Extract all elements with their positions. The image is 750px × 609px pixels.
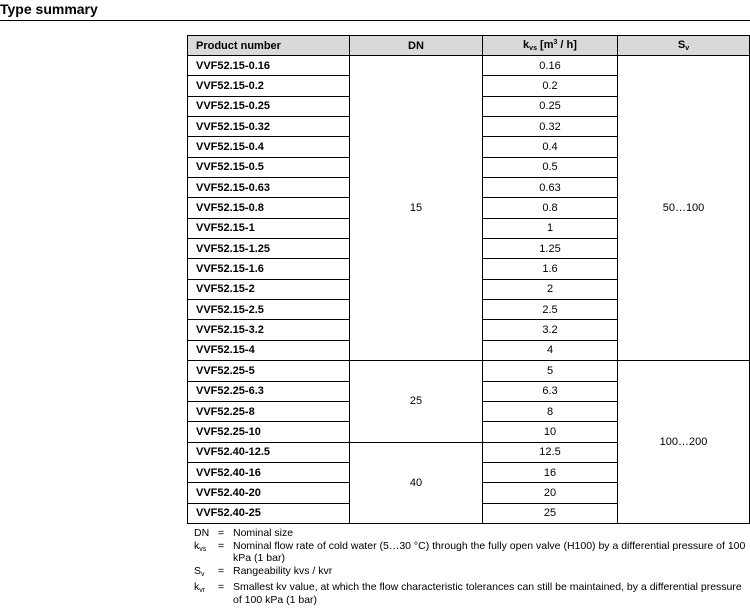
legend-term-subscript: vr bbox=[199, 587, 206, 594]
header-sv bbox=[618, 36, 750, 56]
kvs-cell: 0.4 bbox=[483, 137, 618, 157]
header-kvs-symbol: k bbox=[523, 39, 530, 51]
kvs-cell: 0.16 bbox=[483, 56, 618, 76]
kvs-cell: 5 bbox=[483, 361, 618, 381]
product-number-cell: VVF52.15-0.25 bbox=[188, 96, 350, 116]
header-sv-symbol: S bbox=[677, 39, 686, 51]
legend-equals: = bbox=[218, 564, 225, 577]
kvs-cell: 3.2 bbox=[483, 320, 618, 340]
product-number-cell: VVF52.15-2 bbox=[188, 279, 350, 299]
product-number-cell: VVF52.15-0.8 bbox=[188, 198, 350, 218]
legend-description: Nominal size bbox=[233, 527, 294, 539]
legend-description: Nominal flow rate of cold water (5…30 °C) through the fully open valve (H100) by a differential pressure of 100 kPa (1 bar) bbox=[233, 539, 746, 564]
header-product-number: Product number bbox=[188, 36, 350, 56]
kvs-cell: 0.2 bbox=[483, 76, 618, 96]
legend-term-subscript: v bbox=[201, 570, 205, 578]
product-number-cell: VVF52.15-1.25 bbox=[188, 239, 350, 259]
section-title: Type summary bbox=[0, 1, 98, 17]
product-number-cell: VVF52.15-4 bbox=[188, 340, 350, 360]
kvs-cell: 1 bbox=[483, 218, 618, 238]
kvs-cell: 16 bbox=[483, 462, 618, 482]
kvs-cell: 20 bbox=[483, 483, 618, 503]
legend-term-subscript: vs bbox=[199, 545, 207, 553]
legend-item bbox=[194, 581, 750, 606]
legend-term-symbol: k bbox=[194, 539, 200, 552]
product-number-cell: VVF52.15-0.16 bbox=[188, 56, 350, 76]
table-row bbox=[188, 56, 750, 76]
legend bbox=[194, 527, 750, 606]
legend-term-symbol: S bbox=[194, 564, 202, 577]
kvs-cell: 0.25 bbox=[483, 96, 618, 116]
legend-term-symbol: DN bbox=[194, 527, 210, 539]
legend-term bbox=[194, 540, 218, 565]
kvs-cell: 10 bbox=[483, 422, 618, 442]
title-divider bbox=[0, 20, 750, 21]
product-number-cell: VVF52.15-0.4 bbox=[188, 137, 350, 157]
sv-cell: 100…200 bbox=[618, 361, 750, 524]
sv-cell: 50…100 bbox=[618, 56, 750, 361]
product-number-cell: VVF52.15-0.5 bbox=[188, 157, 350, 177]
type-summary-table bbox=[187, 35, 750, 524]
table-row bbox=[188, 361, 750, 381]
legend-term bbox=[194, 581, 218, 606]
product-number-cell: VVF52.40-25 bbox=[188, 503, 350, 523]
header-dn: DN bbox=[350, 36, 483, 56]
product-number-cell: VVF52.40-12.5 bbox=[188, 442, 350, 462]
kvs-cell: 1.25 bbox=[483, 239, 618, 259]
legend-term-symbol: k bbox=[194, 581, 200, 593]
legend-description: Rangeability kvs / kvr bbox=[233, 564, 333, 577]
kvs-cell: 12.5 bbox=[483, 442, 618, 462]
product-number-cell: VVF52.15-0.32 bbox=[188, 117, 350, 137]
kvs-cell: 2.5 bbox=[483, 300, 618, 320]
header-kvs-unit-exponent: 3 bbox=[553, 39, 558, 46]
legend-item bbox=[194, 565, 750, 582]
dn-cell: 40 bbox=[350, 442, 483, 523]
table-header-row bbox=[188, 36, 750, 56]
kvs-cell: 1.6 bbox=[483, 259, 618, 279]
legend-equals: = bbox=[218, 539, 225, 552]
kvs-cell: 0.8 bbox=[483, 198, 618, 218]
product-number-cell: VVF52.15-3.2 bbox=[188, 320, 350, 340]
dn-cell: 25 bbox=[350, 361, 483, 442]
header-kvs-subscript: vs bbox=[529, 45, 537, 52]
kvs-cell: 25 bbox=[483, 503, 618, 523]
legend-equals: = bbox=[218, 581, 225, 593]
legend-item bbox=[194, 540, 750, 565]
table-body bbox=[188, 56, 750, 524]
legend-equals: = bbox=[218, 527, 225, 539]
kvs-cell: 6.3 bbox=[483, 381, 618, 401]
legend-description: Smallest kv value, at which the flow characteristic tolerances can still be maintained, by a differential pressure of 100 kPa (1 bar) bbox=[233, 581, 742, 606]
kvs-cell: 0.32 bbox=[483, 117, 618, 137]
product-number-cell: VVF52.25-5 bbox=[188, 361, 350, 381]
product-number-cell: VVF52.25-6.3 bbox=[188, 381, 350, 401]
product-number-cell: VVF52.15-2.5 bbox=[188, 300, 350, 320]
kvs-cell: 0.63 bbox=[483, 178, 618, 198]
product-number-cell: VVF52.25-10 bbox=[188, 422, 350, 442]
kvs-cell: 0.5 bbox=[483, 157, 618, 177]
product-number-cell: VVF52.40-16 bbox=[188, 462, 350, 482]
product-number-cell: VVF52.15-1 bbox=[188, 218, 350, 238]
product-number-cell: VVF52.15-0.2 bbox=[188, 76, 350, 96]
header-kvs bbox=[483, 36, 618, 56]
legend-item bbox=[194, 527, 750, 540]
header-kvs-unit: [m bbox=[536, 39, 554, 51]
legend-term bbox=[194, 565, 218, 582]
product-number-cell: VVF52.25-8 bbox=[188, 401, 350, 421]
header-kvs-unit-end: / h] bbox=[557, 39, 577, 51]
kvs-cell: 4 bbox=[483, 340, 618, 360]
kvs-cell: 8 bbox=[483, 401, 618, 421]
header-sv-subscript: v bbox=[685, 45, 690, 52]
kvs-cell: 2 bbox=[483, 279, 618, 299]
product-number-cell: VVF52.15-1.6 bbox=[188, 259, 350, 279]
dn-cell: 15 bbox=[350, 56, 483, 361]
legend-term bbox=[194, 527, 218, 540]
product-number-cell: VVF52.40-20 bbox=[188, 483, 350, 503]
product-number-cell: VVF52.15-0.63 bbox=[188, 178, 350, 198]
